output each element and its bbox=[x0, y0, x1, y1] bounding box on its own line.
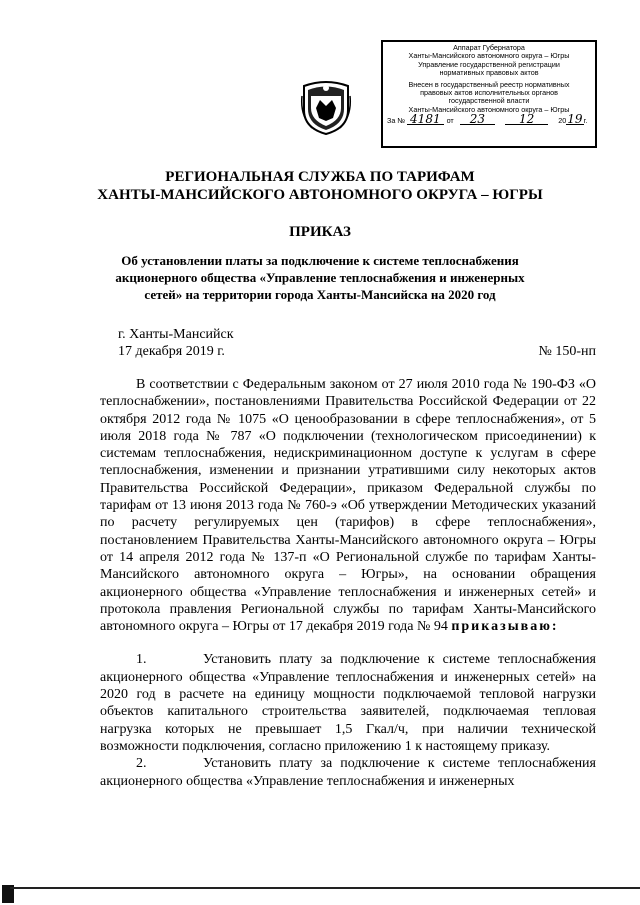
document-subject: Об установлении платы за подключение к системе теплоснабжения акционерного общества «Управление теплоснабжения и инженерных сетей» на территории города Ханты-Мансийска на 2020 год bbox=[115, 253, 525, 302]
stamp-line: Ханты-Мансийского автономного округа – Югры bbox=[408, 104, 570, 114]
stamp-line: государственной власти bbox=[448, 96, 530, 106]
stamp-reg-year-prefix: 20 bbox=[558, 116, 567, 126]
item-number: 1. bbox=[136, 652, 147, 668]
stamp-reg-year: 19 bbox=[567, 112, 583, 127]
preamble-text: В соответствии с Федеральным законом от 27 июля 2010 года № 190-ФЗ «О теплоснабжении», постановлениями Правительства Российской Федерации от 22 октября 2012 года № 1075 «О ценообразовании в сфере теплоснабжения», от 5 июля 2018 года № 787 «О подключении (технологическом присоединении) к системам теплоснабжения, недискриминационном доступе к услугам в сфере теплоснабжения, изменении и признании утратившими силу некоторых актов Правительства Российской Федерации», приказом Федеральной службы по тарифам от 13 июня 2013 года № 760-э «Об утверждении Методических указаний по расчету регулируемых цен (тарифов) в сфере теплоснабжения», постановлением Правительства Ханты-Мансийского автономного округа – Югры от 14 апреля 2012 года № 137-п «О Региональной службе по тарифам Ханты-Мансийского автономного округа – Югры», на основании обращения акционерного общества «Управление теплоснабжения и инженерных сетей» и протокола правления Региональной службы по тарифам Ханты-Мансийского автономного округа – Югры от 17 декабря 2019 года № 94 bbox=[100, 377, 596, 635]
document-place: г. Ханты-Мансийск bbox=[118, 327, 234, 342]
stamp-reg-number: 4181 bbox=[407, 115, 444, 124]
stamp-line: Аппарат Губернатора bbox=[453, 43, 525, 52]
stamp-registration-row bbox=[387, 112, 591, 127]
authority-title-line: РЕГИОНАЛЬНАЯ СЛУЖБА ПО ТАРИФАМ bbox=[165, 169, 475, 185]
coat-of-arms-icon bbox=[300, 76, 352, 136]
stamp-reg-from: от bbox=[446, 116, 454, 126]
list-item bbox=[100, 651, 596, 755]
authority-title bbox=[0, 168, 640, 204]
list-item bbox=[100, 755, 596, 790]
registration-stamp bbox=[381, 40, 597, 148]
stamp-line: правовых актов исполнительных органов bbox=[420, 88, 558, 98]
document-date: 17 декабря 2019 г. bbox=[118, 344, 225, 359]
stamp-reg-suffix: г. bbox=[583, 116, 588, 126]
stamp-line: Ханты-Мансийского автономного округа – Югры bbox=[408, 51, 570, 61]
authority-title-line: ХАНТЫ-МАНСИЙСКОГО АВТОНОМНОГО ОКРУГА – ЮГРЫ bbox=[97, 187, 543, 203]
order-word: приказываю: bbox=[451, 619, 559, 635]
stamp-line: Управление государственной регистрации bbox=[418, 59, 560, 69]
document-body bbox=[100, 376, 596, 790]
item-text: Установить плату за подключение к системе теплоснабжения акционерного общества «Управление теплоснабжения и инженерных сетей» на 2020 год в расчете на единицу мощности подключаемой тепловой нагрузки объектов капитального строительства заявителей, подключаемая тепловая нагрузка которых не превышает 1,5 Гкал/ч, при наличии технической возможности подключения, согласно приложению 1 к настоящему приказу. bbox=[100, 652, 596, 754]
item-text: Установить плату за подключение к системе теплоснабжения акционерного общества «Управление теплоснабжения и инженерных bbox=[100, 756, 596, 789]
preamble-paragraph bbox=[100, 376, 596, 635]
stamp-line: нормативных правовых актов bbox=[439, 68, 539, 78]
scan-edge-mark bbox=[0, 885, 640, 905]
document-number: № 150-нп bbox=[538, 344, 596, 359]
item-number: 2. bbox=[136, 756, 147, 772]
stamp-reg-month: 12 bbox=[505, 115, 548, 124]
stamp-line: Внесен в государственный реестр нормативных bbox=[408, 79, 570, 89]
stamp-reg-day: 23 bbox=[460, 115, 495, 124]
document-type: ПРИКАЗ bbox=[289, 224, 351, 240]
stamp-reg-prefix: За № bbox=[387, 116, 406, 126]
